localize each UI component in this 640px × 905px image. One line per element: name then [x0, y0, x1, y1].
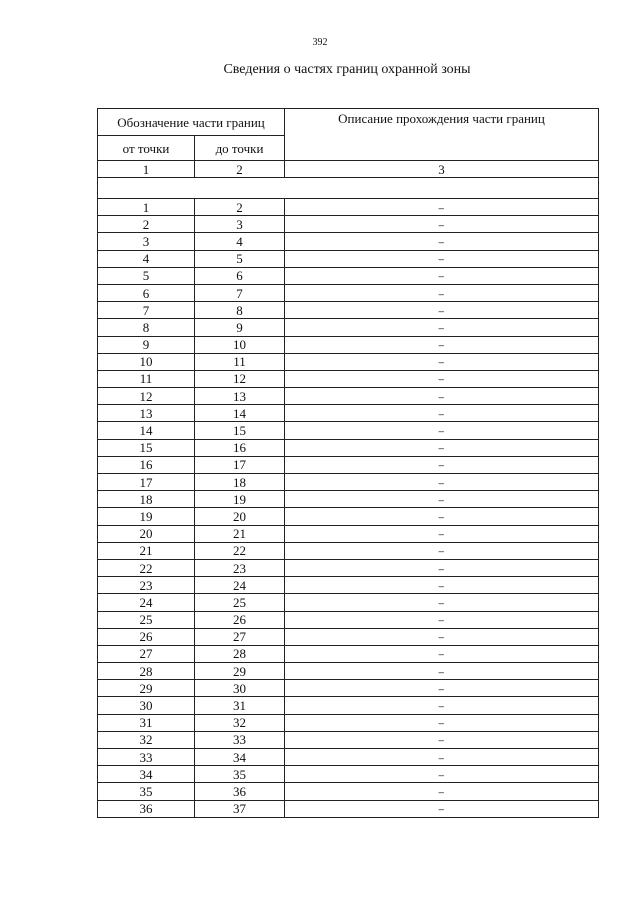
- table-row: [98, 628, 599, 645]
- column-number-2: 2: [195, 161, 285, 178]
- description-value: –: [438, 646, 445, 662]
- table-row: [98, 336, 599, 353]
- column-number-3: 3: [285, 161, 599, 178]
- cell-to-point: 16: [195, 439, 285, 456]
- cell-from-point: 2: [98, 216, 195, 233]
- table-row: [98, 491, 599, 508]
- cell-to-point: 10: [195, 336, 285, 353]
- boundary-parts-table: [97, 108, 599, 818]
- table-row: [98, 714, 599, 731]
- description-value: –: [438, 199, 445, 215]
- cell-description: [285, 456, 599, 473]
- table-row: [98, 405, 599, 422]
- cell-to-point: 20: [195, 508, 285, 525]
- cell-description: [285, 800, 599, 817]
- description-value: –: [438, 388, 445, 404]
- table-row: [98, 525, 599, 542]
- table-row: [98, 474, 599, 491]
- cell-description: [285, 216, 599, 233]
- cell-from-point: 15: [98, 439, 195, 456]
- table-row: [98, 388, 599, 405]
- description-value: –: [438, 526, 445, 542]
- table-row: [98, 319, 599, 336]
- cell-to-point: 8: [195, 302, 285, 319]
- table-row: [98, 267, 599, 284]
- cell-description: [285, 783, 599, 800]
- description-value: –: [438, 766, 445, 782]
- cell-from-point: 12: [98, 388, 195, 405]
- table-row: [98, 577, 599, 594]
- cell-from-point: 27: [98, 645, 195, 662]
- cell-description: [285, 508, 599, 525]
- cell-from-point: 28: [98, 663, 195, 680]
- cell-from-point: 20: [98, 525, 195, 542]
- cell-description: [285, 370, 599, 387]
- description-value: –: [438, 440, 445, 456]
- cell-description: [285, 731, 599, 748]
- description-value: –: [438, 371, 445, 387]
- cell-from-point: 35: [98, 783, 195, 800]
- cell-to-point: 14: [195, 405, 285, 422]
- cell-description: [285, 491, 599, 508]
- cell-from-point: 22: [98, 559, 195, 576]
- page-number: 392: [312, 37, 328, 48]
- cell-to-point: 24: [195, 577, 285, 594]
- cell-description: [285, 594, 599, 611]
- cell-to-point: 23: [195, 559, 285, 576]
- description-value: –: [438, 612, 445, 628]
- table-row: [98, 439, 599, 456]
- cell-description: [285, 336, 599, 353]
- cell-from-point: 30: [98, 697, 195, 714]
- description-value: –: [438, 560, 445, 576]
- table-row: [98, 749, 599, 766]
- table-row: [98, 731, 599, 748]
- cell-from-point: 25: [98, 611, 195, 628]
- description-value: –: [438, 405, 445, 421]
- cell-description: [285, 542, 599, 559]
- description-value: –: [438, 801, 445, 817]
- cell-from-point: 10: [98, 353, 195, 370]
- description-value: –: [438, 543, 445, 559]
- cell-from-point: 21: [98, 542, 195, 559]
- description-value: –: [438, 680, 445, 696]
- cell-from-point: 14: [98, 422, 195, 439]
- cell-description: [285, 714, 599, 731]
- cell-from-point: 9: [98, 336, 195, 353]
- cell-to-point: 19: [195, 491, 285, 508]
- cell-to-point: 21: [195, 525, 285, 542]
- cell-description: [285, 680, 599, 697]
- cell-description: [285, 559, 599, 576]
- cell-from-point: 3: [98, 233, 195, 250]
- description-value: –: [438, 474, 445, 490]
- cell-from-point: 4: [98, 250, 195, 267]
- cell-to-point: 29: [195, 663, 285, 680]
- table-row: [98, 766, 599, 783]
- cell-to-point: 25: [195, 594, 285, 611]
- cell-description: [285, 645, 599, 662]
- cell-description: [285, 474, 599, 491]
- cell-from-point: 1: [98, 199, 195, 216]
- table-row: [98, 370, 599, 387]
- cell-description: [285, 439, 599, 456]
- cell-to-point: 11: [195, 353, 285, 370]
- table-row: [98, 542, 599, 559]
- description-value: –: [438, 354, 445, 370]
- cell-from-point: 5: [98, 267, 195, 284]
- table-row: [98, 199, 599, 216]
- header-from-label: от точки: [98, 136, 195, 161]
- cell-description: [285, 628, 599, 645]
- table-row: [98, 800, 599, 817]
- header-to-label: до точки: [195, 136, 285, 161]
- cell-to-point: 7: [195, 284, 285, 301]
- cell-from-point: 29: [98, 680, 195, 697]
- description-value: –: [438, 749, 445, 765]
- table-row: [98, 611, 599, 628]
- table-row: [98, 233, 599, 250]
- cell-to-point: 6: [195, 267, 285, 284]
- description-value: –: [438, 508, 445, 524]
- table-row: [98, 508, 599, 525]
- section-spacer-row: [98, 178, 599, 199]
- description-value: –: [438, 594, 445, 610]
- description-value: –: [438, 577, 445, 593]
- cell-to-point: 26: [195, 611, 285, 628]
- cell-to-point: 37: [195, 800, 285, 817]
- table-row: [98, 353, 599, 370]
- description-value: –: [438, 251, 445, 267]
- cell-description: [285, 525, 599, 542]
- section-spacer-cell: [98, 178, 599, 199]
- cell-from-point: 6: [98, 284, 195, 301]
- cell-description: [285, 749, 599, 766]
- cell-to-point: 5: [195, 250, 285, 267]
- cell-to-point: 30: [195, 680, 285, 697]
- cell-to-point: 31: [195, 697, 285, 714]
- table-row: [98, 559, 599, 576]
- cell-description: [285, 697, 599, 714]
- description-value: –: [438, 337, 445, 353]
- description-value: –: [438, 663, 445, 679]
- description-value: –: [438, 732, 445, 748]
- cell-from-point: 36: [98, 800, 195, 817]
- table-row: [98, 663, 599, 680]
- description-value: –: [438, 319, 445, 335]
- cell-to-point: 15: [195, 422, 285, 439]
- cell-from-point: 8: [98, 319, 195, 336]
- cell-to-point: 12: [195, 370, 285, 387]
- cell-description: [285, 422, 599, 439]
- cell-from-point: 24: [98, 594, 195, 611]
- cell-from-point: 16: [98, 456, 195, 473]
- header-description-label: Описание прохождения части границ: [285, 109, 599, 161]
- table-row: [98, 422, 599, 439]
- header-row-group: [98, 109, 599, 136]
- description-value: –: [438, 629, 445, 645]
- description-value: –: [438, 715, 445, 731]
- description-value: –: [438, 491, 445, 507]
- cell-from-point: 11: [98, 370, 195, 387]
- cell-description: [285, 319, 599, 336]
- cell-to-point: 9: [195, 319, 285, 336]
- cell-description: [285, 353, 599, 370]
- cell-description: [285, 302, 599, 319]
- cell-to-point: 28: [195, 645, 285, 662]
- description-value: –: [438, 783, 445, 799]
- column-number-row: [98, 161, 599, 178]
- table-row: [98, 645, 599, 662]
- cell-to-point: 13: [195, 388, 285, 405]
- cell-to-point: 17: [195, 456, 285, 473]
- cell-from-point: 26: [98, 628, 195, 645]
- cell-description: [285, 405, 599, 422]
- cell-description: [285, 267, 599, 284]
- description-value: –: [438, 285, 445, 301]
- cell-description: [285, 233, 599, 250]
- table-row: [98, 302, 599, 319]
- cell-to-point: 35: [195, 766, 285, 783]
- cell-to-point: 27: [195, 628, 285, 645]
- cell-to-point: 34: [195, 749, 285, 766]
- cell-from-point: 13: [98, 405, 195, 422]
- table-row: [98, 783, 599, 800]
- cell-to-point: 4: [195, 233, 285, 250]
- cell-description: [285, 766, 599, 783]
- cell-description: [285, 199, 599, 216]
- description-value: –: [438, 233, 445, 249]
- cell-description: [285, 577, 599, 594]
- cell-description: [285, 663, 599, 680]
- table-row: [98, 216, 599, 233]
- description-value: –: [438, 268, 445, 284]
- cell-description: [285, 250, 599, 267]
- cell-to-point: 33: [195, 731, 285, 748]
- table-row: [98, 284, 599, 301]
- table-row: [98, 456, 599, 473]
- table-row: [98, 680, 599, 697]
- cell-from-point: 17: [98, 474, 195, 491]
- cell-from-point: 7: [98, 302, 195, 319]
- cell-from-point: 23: [98, 577, 195, 594]
- column-number-1: 1: [98, 161, 195, 178]
- cell-to-point: 2: [195, 199, 285, 216]
- document-title: Сведения о частях границ охранной зоны: [223, 62, 471, 77]
- cell-from-point: 34: [98, 766, 195, 783]
- cell-to-point: 22: [195, 542, 285, 559]
- table-row: [98, 250, 599, 267]
- cell-to-point: 18: [195, 474, 285, 491]
- cell-description: [285, 611, 599, 628]
- description-value: –: [438, 216, 445, 232]
- description-value: –: [438, 457, 445, 473]
- description-value: –: [438, 423, 445, 439]
- cell-from-point: 32: [98, 731, 195, 748]
- cell-to-point: 32: [195, 714, 285, 731]
- description-value: –: [438, 698, 445, 714]
- cell-to-point: 3: [195, 216, 285, 233]
- table-row: [98, 697, 599, 714]
- cell-from-point: 31: [98, 714, 195, 731]
- description-value: –: [438, 302, 445, 318]
- cell-from-point: 19: [98, 508, 195, 525]
- cell-to-point: 36: [195, 783, 285, 800]
- cell-description: [285, 388, 599, 405]
- table-row: [98, 594, 599, 611]
- cell-description: [285, 284, 599, 301]
- header-group-label: Обозначение части границ: [98, 109, 285, 136]
- cell-from-point: 18: [98, 491, 195, 508]
- cell-from-point: 33: [98, 749, 195, 766]
